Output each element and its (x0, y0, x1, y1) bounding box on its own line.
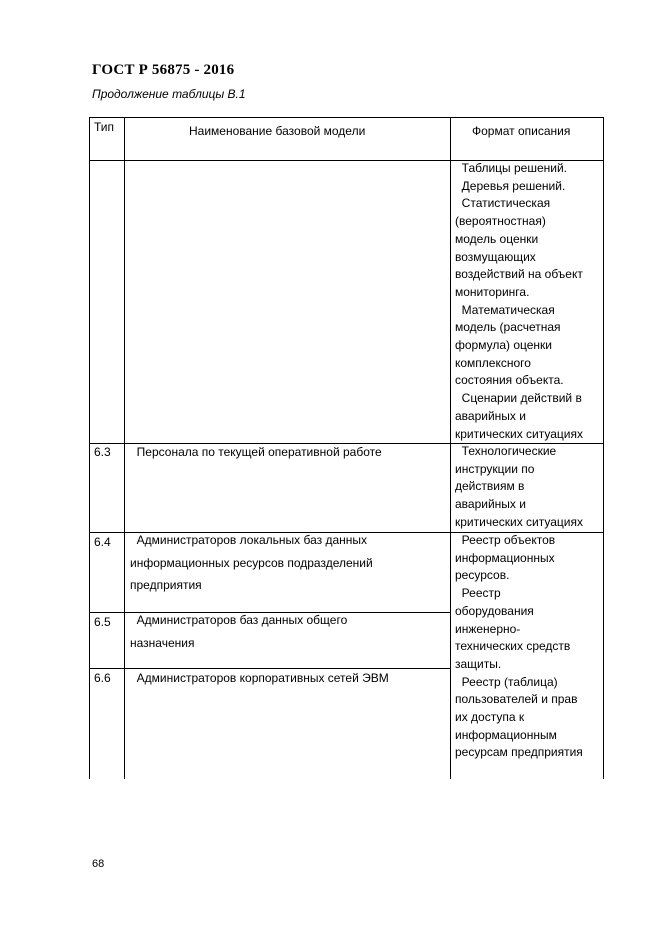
format-line: инструкции по (455, 461, 535, 476)
page-header-title: ГОСТ Р 56875 - 2016 (92, 62, 235, 78)
name-line: назначения (130, 635, 195, 650)
name-cell (130, 529, 373, 597)
format-line: формула) оценки (455, 338, 553, 353)
format-line: аварийных и (455, 408, 526, 423)
column-header-type: Тип (94, 120, 115, 134)
format-line: Сценарии действий в (455, 391, 582, 406)
column-header-name: Наименование базовой модели (189, 124, 366, 138)
format-line: пользователей и прав (455, 692, 578, 707)
format-line: Реестр (455, 586, 501, 601)
format-line: критических ситуациях (455, 426, 583, 441)
name-cell: Администраторов корпоративных сетей ЭВМ (130, 671, 389, 685)
format-line: информационных (455, 550, 555, 565)
merged-format-cell (455, 532, 583, 762)
column-divider (124, 117, 125, 779)
format-line: Технологические (455, 444, 557, 458)
format-line: инженерно- (455, 621, 521, 636)
format-line: состояния объекта. (455, 373, 564, 388)
type-cell: 6.6 (94, 671, 111, 685)
column-header-format: Формат описания (472, 124, 571, 138)
type-cell: 6.5 (94, 615, 111, 629)
format-cell (455, 443, 583, 532)
format-line: критических ситуациях (455, 514, 583, 529)
table-right-border (603, 117, 604, 779)
page-number: 68 (92, 858, 105, 870)
format-line: оборудования (455, 603, 534, 618)
format-cell (455, 160, 583, 443)
format-line: их доступа к (455, 710, 525, 725)
format-line: комплексного (455, 355, 531, 370)
name-line: предприятия (130, 578, 202, 592)
format-line: Деревья решений. (455, 178, 566, 193)
table-left-border (89, 117, 90, 779)
format-line: воздействий на объект (455, 267, 583, 282)
table-top-border (89, 117, 604, 118)
name-cell (130, 609, 347, 654)
format-line: модель (расчетная (455, 320, 561, 335)
format-line: Математическая (455, 302, 555, 317)
format-line: Таблицы решений. (455, 161, 568, 175)
format-line: модель оценки (455, 231, 539, 246)
name-line: информационных ресурсов подразделений (130, 555, 373, 570)
format-line: защиты. (455, 656, 502, 671)
format-line: возмущающих (455, 249, 536, 264)
name-cell: Персонала по текущей оперативной работе (130, 445, 382, 459)
table-caption: Продолжение таблицы В.1 (92, 87, 246, 101)
format-line: аварийных и (455, 497, 526, 512)
format-line: ресурсам предприятия (455, 745, 583, 760)
format-line: ресурсов. (455, 568, 510, 583)
name-line: Администраторов баз данных общего (130, 613, 348, 627)
name-line: Администраторов локальных баз данных (130, 533, 367, 547)
format-line: Реестр (таблица) (455, 674, 558, 689)
format-line: Статистическая (455, 196, 551, 211)
type-cell: 6.4 (94, 535, 111, 549)
format-line: действиям в (455, 479, 525, 494)
type-cell: 6.3 (94, 445, 111, 459)
row-border (89, 668, 450, 669)
column-divider (450, 117, 451, 779)
format-line: Реестр объектов (455, 533, 556, 547)
format-line: мониторинга. (455, 284, 530, 299)
format-line: технических средств (455, 639, 571, 654)
format-line: информационным (455, 727, 557, 742)
format-line: (вероятностная) (455, 214, 546, 229)
